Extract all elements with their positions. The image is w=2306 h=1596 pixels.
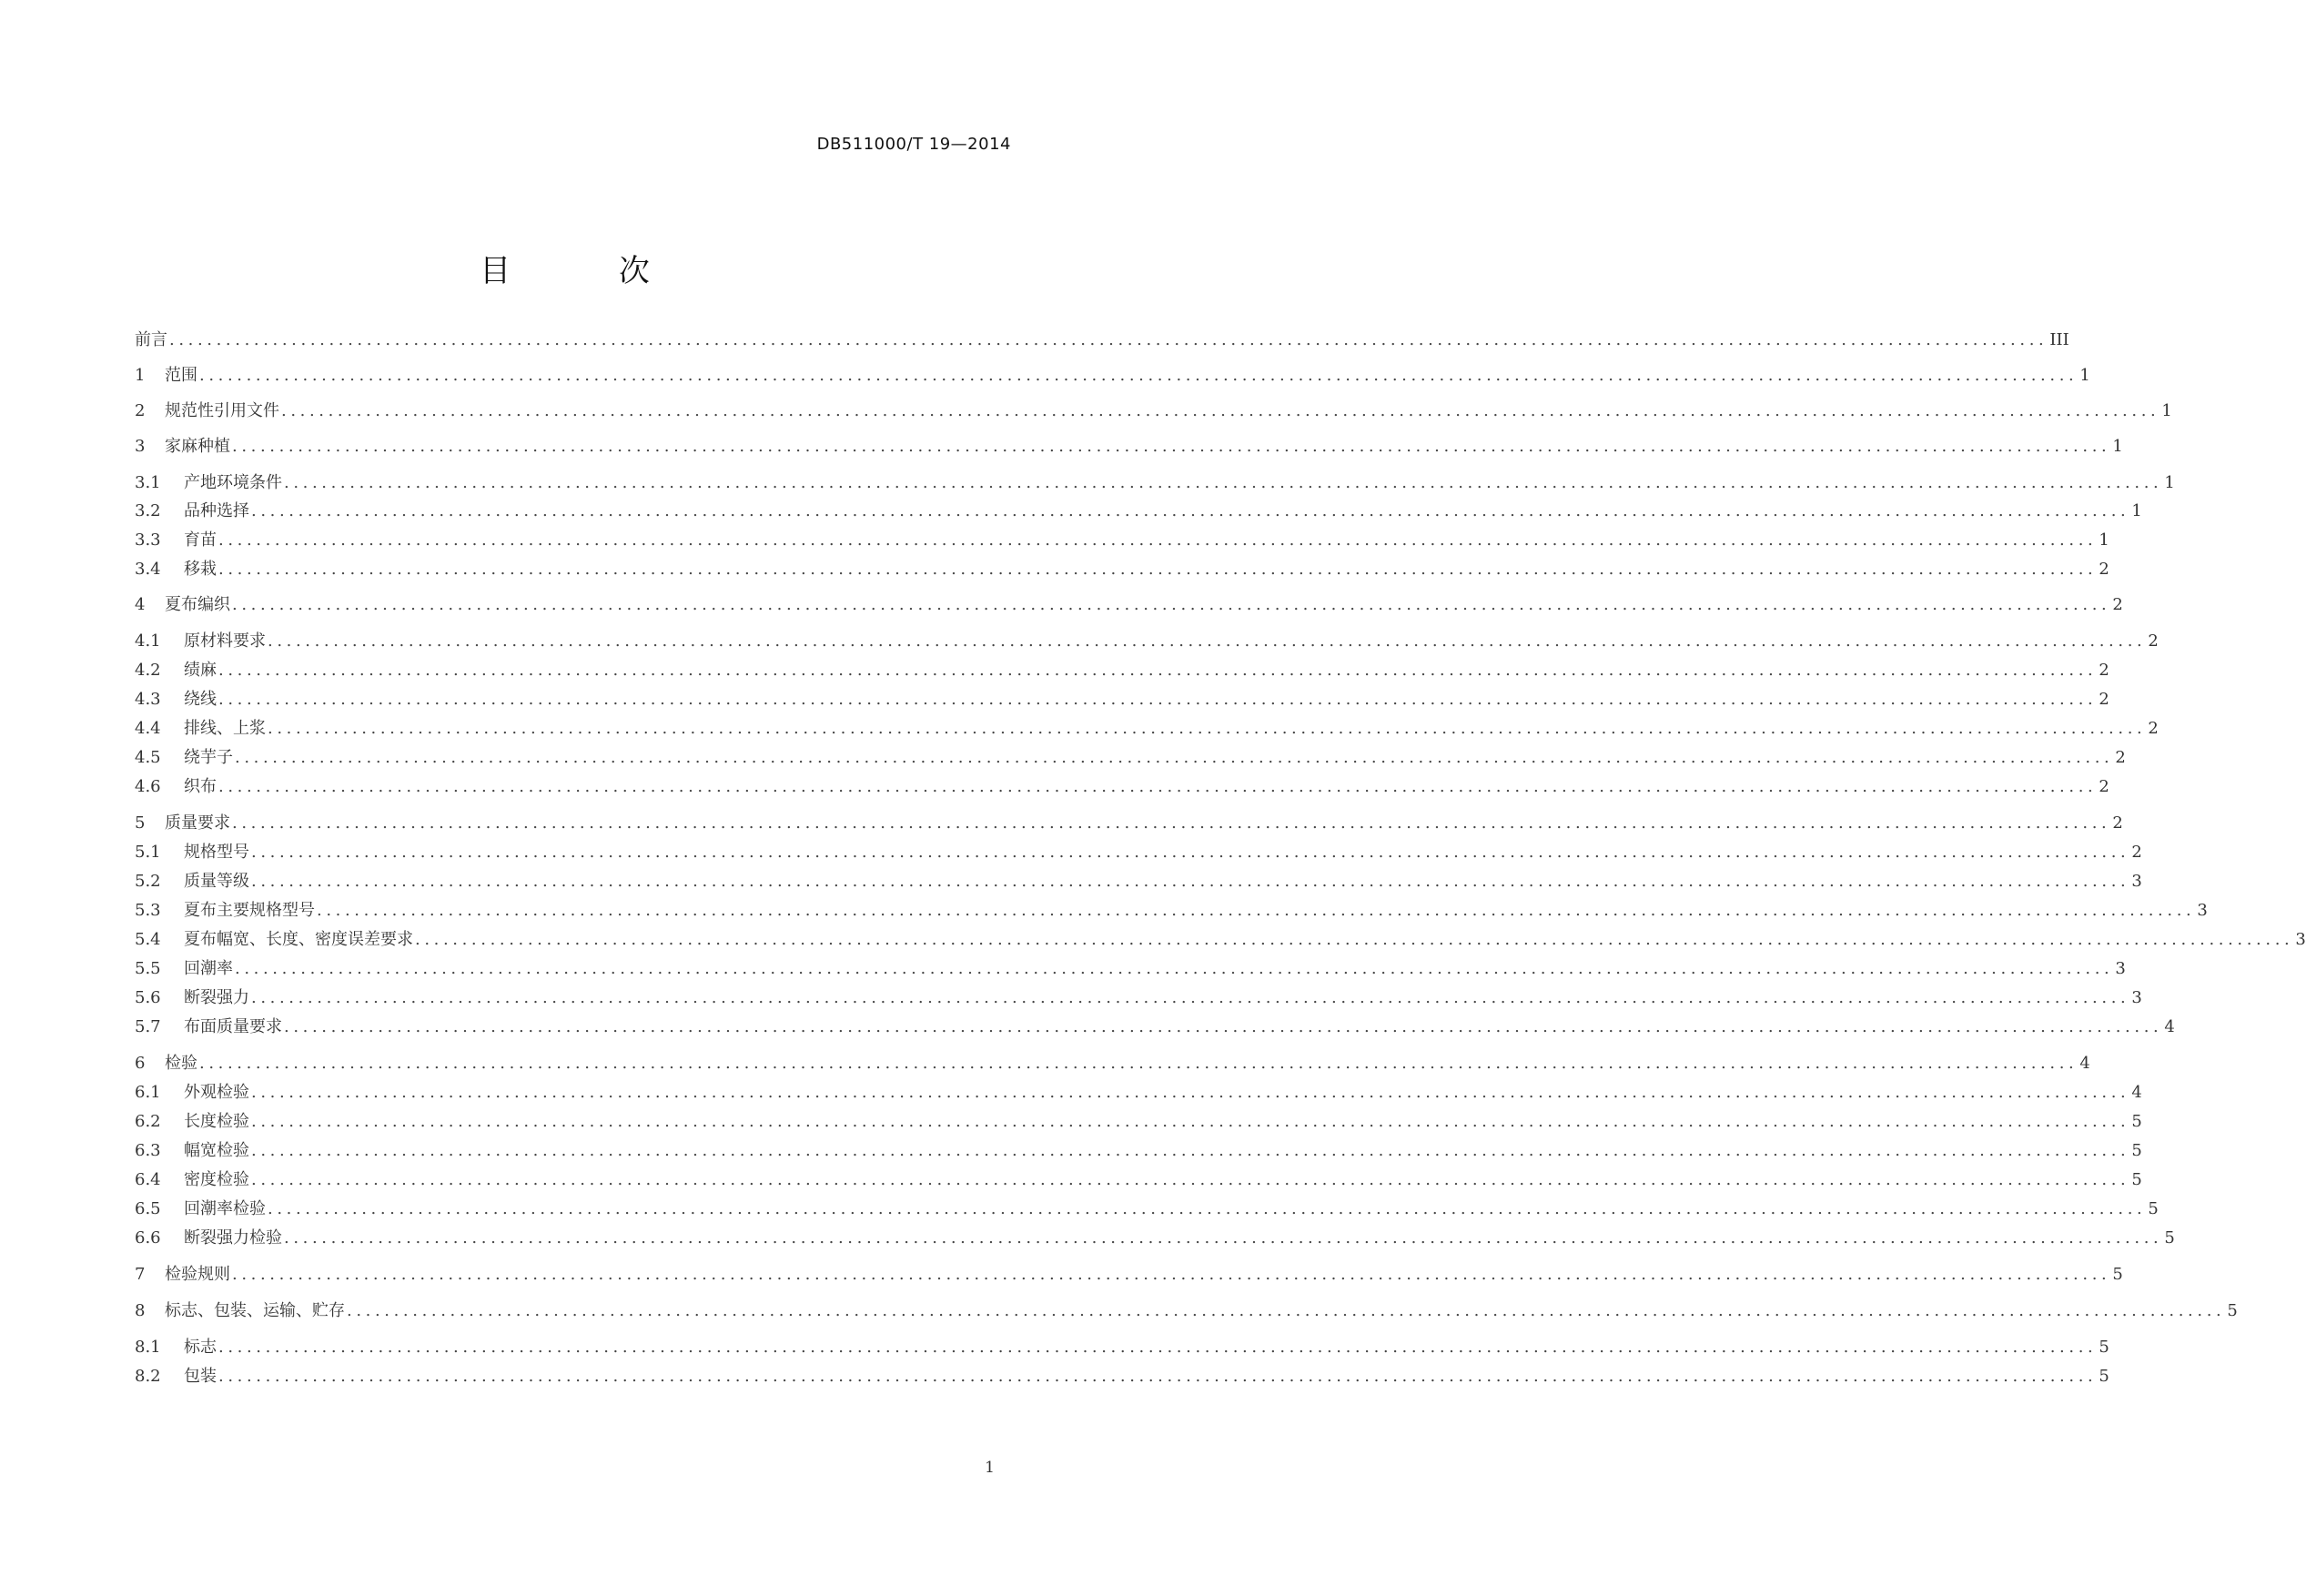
toc-entry-page: 1 — [2112, 437, 2123, 456]
toc-entry-page: 5 — [2099, 1338, 2109, 1357]
page-title: 目 次 — [480, 253, 699, 289]
toc-entry-number: 4.1 — [135, 631, 161, 651]
toc-entry-number: 5.1 — [135, 843, 161, 862]
toc-entry-label: 规格型号 — [184, 843, 249, 862]
toc-entry-number: 6.6 — [135, 1228, 161, 1248]
toc-entry[interactable] — [135, 363, 2090, 387]
toc-entry-page: 3 — [2197, 901, 2208, 920]
toc-entry-page: 1 — [2164, 473, 2175, 492]
toc-entry-number: 4.6 — [135, 777, 161, 796]
toc-entry[interactable] — [135, 592, 2123, 616]
toc-entry-label: 质量要求 — [165, 813, 230, 833]
toc-entry-number: 3.3 — [135, 530, 161, 550]
toc-leader-dots: ........................................................................................................................................................................................................ — [268, 1199, 2147, 1218]
toc-entry-number: 5 — [135, 813, 146, 833]
toc-entry-label: 外观检验 — [184, 1083, 249, 1102]
toc-entry-number: 6.4 — [135, 1170, 161, 1189]
toc-entry-number: 3.2 — [135, 501, 161, 520]
toc-entry-page: 2 — [2131, 843, 2142, 862]
toc-leader-dots: ........................................................................................................................................................................................................ — [218, 777, 2098, 796]
toc-entry-label: 检验规则 — [165, 1265, 230, 1284]
toc-entry[interactable] — [135, 1197, 2159, 1220]
toc-entry-number: 6.3 — [135, 1141, 161, 1160]
toc-leader-dots: ........................................................................................................................................................................................................ — [317, 901, 2196, 920]
toc-leader-dots: ........................................................................................................................................................................................................ — [235, 959, 2114, 978]
toc-entry-label: 包装 — [184, 1367, 217, 1386]
toc-entry[interactable] — [135, 557, 2109, 581]
toc-entry-number: 5.2 — [135, 872, 161, 891]
toc-leader-dots: ........................................................................................................................................................................................................ — [232, 437, 2111, 456]
toc-leader-dots: ........................................................................................................................................................................................................ — [218, 530, 2098, 550]
toc-entry-page: 5 — [2112, 1265, 2123, 1284]
toc-entry-page: 1 — [2131, 501, 2142, 520]
toc-entry-number: 6.5 — [135, 1199, 161, 1218]
toc-leader-dots: ........................................................................................................................................................................................................ — [235, 748, 2114, 767]
toc-entry-number: 4 — [135, 595, 146, 614]
toc-entry-label: 育苗 — [184, 530, 217, 550]
toc-entry-label: 幅宽检验 — [184, 1141, 249, 1160]
toc-entry-label: 质量等级 — [184, 872, 249, 891]
toc-entry-label: 断裂强力检验 — [184, 1228, 282, 1248]
toc-entry-number: 8.1 — [135, 1338, 161, 1357]
toc-leader-dots: ........................................................................................................................................................................................................ — [199, 1054, 2078, 1073]
toc-entry[interactable] — [135, 1138, 2142, 1162]
toc-leader-dots: ........................................................................................................................................................................................................ — [199, 366, 2078, 385]
toc-entry-label: 家麻种植 — [165, 437, 230, 456]
toc-entry-label: 绩麻 — [184, 661, 217, 680]
toc-entry-label: 产地环境条件 — [184, 473, 282, 492]
toc-leader-dots: ........................................................................................................................................................................................................ — [218, 560, 2098, 579]
toc-entry-label: 标志、包装、运输、贮存 — [165, 1301, 345, 1320]
toc-leader-dots: ........................................................................................................................................................................................................ — [251, 501, 2130, 520]
toc-leader-dots: ........................................................................................................................................................................................................ — [284, 1228, 2163, 1248]
toc-leader-dots: ........................................................................................................................................................................................................ — [218, 1338, 2098, 1357]
toc-entry-label: 检验 — [165, 1054, 197, 1073]
toc-entry[interactable] — [135, 927, 2306, 951]
toc-entry-number: 2 — [135, 401, 146, 420]
toc-entry-page: 3 — [2115, 959, 2126, 978]
toc-entry[interactable] — [135, 1262, 2123, 1286]
toc-leader-dots: ........................................................................................................................................................................................................ — [281, 401, 2160, 420]
toc-leader-dots: ........................................................................................................................................................................................................ — [251, 1083, 2130, 1102]
toc-entry-page: 4 — [2164, 1017, 2175, 1036]
toc-entry-page: 5 — [2131, 1112, 2142, 1131]
toc-entry[interactable] — [135, 1226, 2175, 1249]
toc-entry-label: 绕线 — [184, 690, 217, 709]
toc-leader-dots: ........................................................................................................................................................................................................ — [347, 1301, 2226, 1320]
toc-entry-number: 5.6 — [135, 988, 161, 1007]
toc-entry-label: 前言 — [135, 330, 167, 349]
toc-entry[interactable] — [135, 629, 2159, 652]
document-code: DB511000/T 19—2014 — [816, 135, 1011, 154]
toc-entry-page: 3 — [2295, 930, 2306, 949]
toc-entry-number: 3 — [135, 437, 146, 456]
toc-entry-page: 2 — [2099, 777, 2109, 796]
toc-entry-page: 2 — [2148, 631, 2159, 651]
toc-entry-page: 2 — [2112, 595, 2123, 614]
toc-entry[interactable] — [135, 499, 2142, 522]
toc-entry-label: 品种选择 — [184, 501, 249, 520]
toc-entry-page: 1 — [2161, 401, 2172, 420]
toc-entry[interactable] — [135, 1298, 2238, 1322]
toc-entry[interactable] — [135, 1015, 2175, 1038]
page-number: 1 — [985, 1459, 995, 1477]
toc-entry[interactable] — [135, 840, 2142, 864]
toc-entry[interactable] — [135, 687, 2109, 711]
toc-entry[interactable] — [135, 869, 2142, 893]
toc-entry-page: 2 — [2099, 560, 2109, 579]
toc-entry-label: 回潮率 — [184, 959, 233, 978]
toc-leader-dots: ........................................................................................................................................................................................................ — [415, 930, 2294, 949]
toc-entry-label: 断裂强力 — [184, 988, 249, 1007]
toc-entry-page: 2 — [2099, 661, 2109, 680]
toc-entry-number: 5.3 — [135, 901, 161, 920]
toc-entry-label: 布面质量要求 — [184, 1017, 282, 1036]
toc-entry[interactable] — [135, 716, 2159, 740]
toc-entry[interactable] — [135, 985, 2142, 1009]
toc-entry-number: 6.2 — [135, 1112, 161, 1131]
toc-entry-page: 4 — [2079, 1054, 2090, 1073]
toc-entry[interactable] — [135, 745, 2126, 769]
toc-entry-number: 8.2 — [135, 1367, 161, 1386]
toc-leader-dots: ........................................................................................................................................................................................................ — [218, 1367, 2098, 1386]
toc-entry[interactable] — [135, 774, 2109, 798]
toc-leader-dots: ........................................................................................................................................................................................................ — [251, 843, 2130, 862]
toc-entry-label: 移栽 — [184, 560, 217, 579]
toc-entry-number: 3.1 — [135, 473, 161, 492]
toc-entry[interactable] — [135, 434, 2123, 458]
toc-leader-dots: ........................................................................................................................................................................................................ — [232, 813, 2111, 833]
toc-entry-label: 夏布编织 — [165, 595, 230, 614]
toc-entry-label: 规范性引用文件 — [165, 401, 279, 420]
toc-entry[interactable] — [135, 470, 2175, 494]
toc-entry-number: 6.1 — [135, 1083, 161, 1102]
toc-entry-label: 范围 — [165, 366, 197, 385]
toc-entry[interactable] — [135, 898, 2208, 922]
toc-leader-dots: ........................................................................................................................................................................................................ — [251, 1112, 2130, 1131]
toc-entry-label: 长度检验 — [184, 1112, 249, 1131]
toc-entry-page: III — [2049, 330, 2069, 349]
toc-entry[interactable] — [135, 328, 2069, 351]
toc-entry-page: 3 — [2131, 872, 2142, 891]
toc-entry-label: 夏布主要规格型号 — [184, 901, 315, 920]
toc-entry-number: 7 — [135, 1265, 146, 1284]
toc-entry-number: 3.4 — [135, 560, 161, 579]
toc-entry-number: 5.7 — [135, 1017, 161, 1036]
toc-entry-page: 5 — [2099, 1367, 2109, 1386]
toc-entry[interactable] — [135, 956, 2126, 980]
toc-entry[interactable] — [135, 1167, 2142, 1191]
toc-leader-dots: ........................................................................................................................................................................................................ — [251, 1170, 2130, 1189]
table-of-contents — [135, 0, 2306, 1596]
toc-leader-dots: ........................................................................................................................................................................................................ — [218, 661, 2098, 680]
toc-entry-label: 绕芋子 — [184, 748, 233, 767]
toc-entry-page: 5 — [2164, 1228, 2175, 1248]
toc-entry-page: 2 — [2148, 719, 2159, 738]
toc-entry[interactable] — [135, 528, 2109, 551]
toc-entry-number: 4.4 — [135, 719, 161, 738]
toc-entry[interactable] — [135, 658, 2109, 682]
toc-entry-page: 1 — [2079, 366, 2090, 385]
toc-entry-page: 5 — [2131, 1170, 2142, 1189]
toc-entry-number: 6 — [135, 1054, 146, 1073]
toc-entry-number: 1 — [135, 366, 146, 385]
toc-entry-number: 8 — [135, 1301, 146, 1320]
toc-entry-number: 5.4 — [135, 930, 161, 949]
toc-leader-dots: ........................................................................................................................................................................................................ — [284, 473, 2163, 492]
toc-leader-dots: ........................................................................................................................................................................................................ — [268, 719, 2147, 738]
toc-entry[interactable] — [135, 1364, 2109, 1388]
toc-entry[interactable] — [135, 1080, 2142, 1104]
toc-leader-dots: ........................................................................................................................................................................................................ — [251, 988, 2130, 1007]
toc-entry-page: 5 — [2227, 1301, 2238, 1320]
toc-entry-label: 回潮率检验 — [184, 1199, 266, 1218]
toc-entry-page: 5 — [2148, 1199, 2159, 1218]
toc-entry-page: 2 — [2112, 813, 2123, 833]
toc-entry-page: 2 — [2099, 690, 2109, 709]
toc-entry[interactable] — [135, 811, 2123, 834]
toc-leader-dots: ........................................................................................................................................................................................................ — [284, 1017, 2163, 1036]
toc-entry-label: 标志 — [184, 1338, 217, 1357]
toc-leader-dots: ........................................................................................................................................................................................................ — [232, 595, 2111, 614]
toc-entry-label: 排线、上浆 — [184, 719, 266, 738]
toc-entry-number: 4.5 — [135, 748, 161, 767]
toc-entry-number: 5.5 — [135, 959, 161, 978]
toc-entry-label: 密度检验 — [184, 1170, 249, 1189]
toc-leader-dots: ........................................................................................................................................................................................................ — [268, 631, 2147, 651]
toc-entry-number: 4.2 — [135, 661, 161, 680]
toc-entry-page: 3 — [2131, 988, 2142, 1007]
toc-leader-dots: ........................................................................................................................................................................................................ — [232, 1265, 2111, 1284]
toc-entry-label: 夏布幅宽、长度、密度误差要求 — [184, 930, 413, 949]
toc-entry-label: 原材料要求 — [184, 631, 266, 651]
toc-entry-label: 织布 — [184, 777, 217, 796]
toc-entry[interactable] — [135, 1109, 2142, 1133]
toc-entry-page: 1 — [2099, 530, 2109, 550]
toc-leader-dots: ........................................................................................................................................................................................................ — [251, 1141, 2130, 1160]
toc-entry-number: 4.3 — [135, 690, 161, 709]
toc-entry[interactable] — [135, 399, 2172, 422]
toc-entry[interactable] — [135, 1051, 2090, 1075]
toc-leader-dots: ........................................................................................................................................................................................................ — [251, 872, 2130, 891]
toc-entry-page: 5 — [2131, 1141, 2142, 1160]
toc-entry-page: 2 — [2115, 748, 2126, 767]
toc-entry-page: 4 — [2131, 1083, 2142, 1102]
toc-leader-dots: ........................................................................................................................................................................................................ — [169, 330, 2048, 349]
toc-entry[interactable] — [135, 1335, 2109, 1359]
toc-leader-dots: ........................................................................................................................................................................................................ — [218, 690, 2098, 709]
